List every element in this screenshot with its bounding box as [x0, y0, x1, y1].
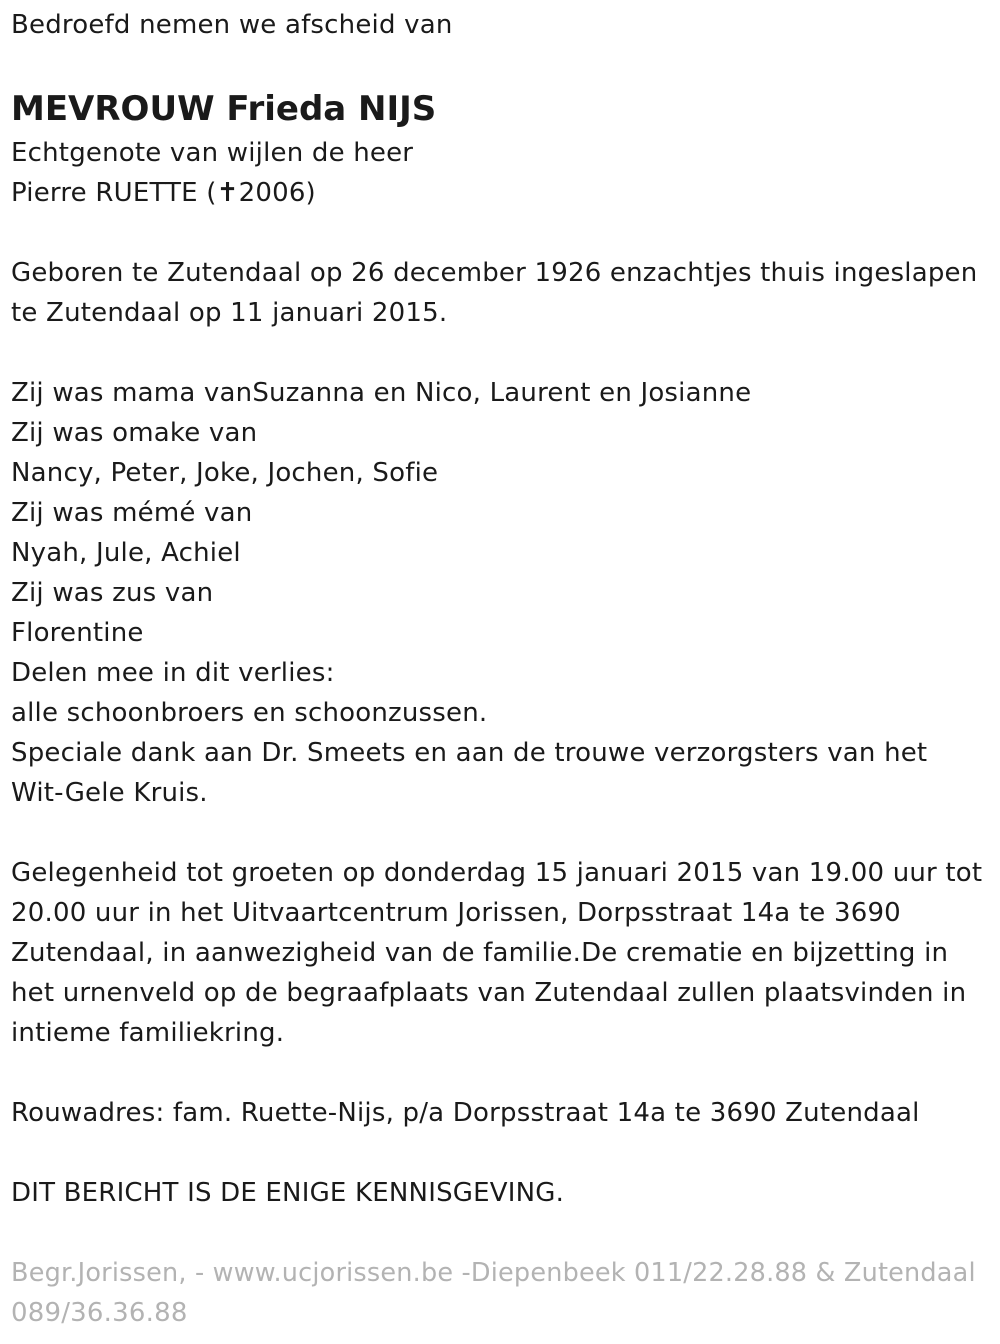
visitation-line: intieme familiekring.: [11, 1018, 285, 1048]
family-line: Florentine: [11, 618, 144, 648]
spacer: [11, 45, 991, 85]
mourning-address: Rouwadres: fam. Ruette-Nijs, p/a Dorpsstraat 14a te 3690 Zutendaal: [11, 1098, 920, 1128]
intro-text: Bedroefd nemen we afscheid van: [11, 10, 453, 40]
family-line: Wit-Gele Kruis.: [11, 778, 208, 808]
birth-death-line-2: te Zutendaal op 11 januari 2015.: [11, 298, 448, 328]
visitation-line: 20.00 uur in het Uitvaartcentrum Jorissen, Dorpsstraat 14a te 3690: [11, 898, 901, 928]
family-line: Zij was mémé van: [11, 498, 253, 528]
family-line: Zij was zus van: [11, 578, 214, 608]
family-line: Delen mee in dit verlies:: [11, 658, 335, 688]
visitation-line: Gelegenheid tot groeten op donderdag 15 januari 2015 van 19.00 uur tot: [11, 858, 983, 888]
family-line: Speciale dank aan Dr. Smeets en aan de trouwe verzorgsters van het: [11, 738, 928, 768]
funeral-home-footer-line-2: 089/36.36.88: [11, 1298, 188, 1328]
deceased-name: MEVROUW Frieda NIJS: [11, 89, 437, 129]
spouse-line-1: Echtgenote van wijlen de heer: [11, 138, 414, 168]
birth-death-line-1: Geboren te Zutendaal op 26 december 1926 enzachtjes thuis ingeslapen: [11, 258, 978, 288]
family-line: Zij was omake van: [11, 418, 258, 448]
spacer: [11, 1213, 991, 1253]
notice-statement: DIT BERICHT IS DE ENIGE KENNISGEVING.: [11, 1178, 565, 1208]
spacer: [11, 333, 991, 373]
family-line: Nyah, Jule, Achiel: [11, 538, 241, 568]
family-line: Nancy, Peter, Joke, Jochen, Sofie: [11, 458, 439, 488]
visitation-line: Zutendaal, in aanwezigheid van de familie.De crematie en bijzetting in: [11, 938, 949, 968]
spacer: [11, 1053, 991, 1093]
family-line: alle schoonbroers en schoonzussen.: [11, 698, 488, 728]
obituary-notice: [11, 0, 991, 1333]
spouse-line-2: Pierre RUETTE (✝2006): [11, 178, 316, 208]
spacer: [11, 213, 991, 253]
funeral-home-footer-line-1: Begr.Jorissen, - www.ucjorissen.be -Diepenbeek 011/22.28.88 & Zutendaal: [11, 1258, 976, 1288]
spacer: [11, 1133, 991, 1173]
spacer: [11, 813, 991, 853]
family-line: Zij was mama vanSuzanna en Nico, Laurent en Josianne: [11, 378, 752, 408]
visitation-line: het urnenveld op de begraafplaats van Zutendaal zullen plaatsvinden in: [11, 978, 967, 1008]
